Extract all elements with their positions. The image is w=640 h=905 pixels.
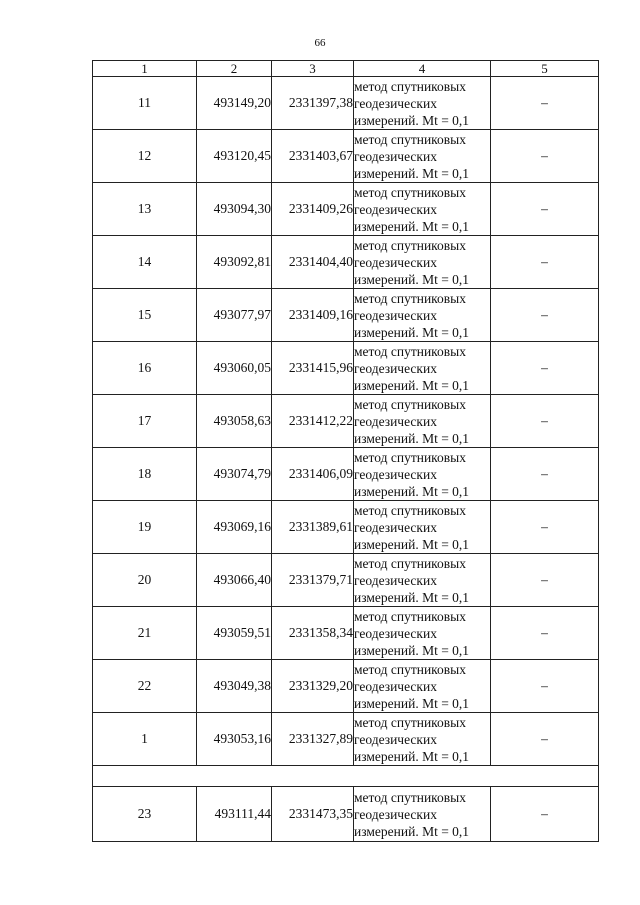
x-coordinate-cell: 493094,30: [197, 183, 272, 236]
method-line: измерений. Mt = 0,1: [354, 536, 470, 552]
method-cell: [354, 554, 491, 607]
method-cell: [354, 236, 491, 289]
point-number-cell: 17: [93, 395, 197, 448]
method-cell: [354, 395, 491, 448]
method-line: метод спутниковых: [354, 789, 466, 805]
y-coordinate-cell: 2331358,34: [272, 607, 354, 660]
y-coordinate-cell: 2331473,35: [272, 787, 354, 842]
point-number-cell: 13: [93, 183, 197, 236]
method-cell: [354, 448, 491, 501]
y-coordinate-cell: 2331379,71: [272, 554, 354, 607]
method-cell: [354, 607, 491, 660]
method-cell: [354, 787, 491, 842]
method-line: метод спутниковых: [354, 502, 466, 518]
note-cell: –: [491, 289, 599, 342]
method-cell: [354, 130, 491, 183]
method-line: геодезических: [354, 307, 437, 323]
y-coordinate-cell: 2331389,61: [272, 501, 354, 554]
method-line: измерений. Mt = 0,1: [354, 642, 470, 658]
method-cell: [354, 501, 491, 554]
method-line: измерений. Mt = 0,1: [354, 589, 470, 605]
note-cell: –: [491, 342, 599, 395]
point-number-cell: 18: [93, 448, 197, 501]
coordinates-table: [92, 60, 599, 842]
method-line: метод спутниковых: [354, 237, 466, 253]
method-line: геодезических: [354, 519, 437, 535]
method-line: геодезических: [354, 201, 437, 217]
note-cell: –: [491, 713, 599, 766]
method-line: измерений. Mt = 0,1: [354, 218, 470, 234]
table-row: [93, 554, 599, 607]
point-number-cell: 1: [93, 713, 197, 766]
method-line: измерений. Mt = 0,1: [354, 430, 470, 446]
point-number-cell: 11: [93, 77, 197, 130]
y-coordinate-cell: 2331412,22: [272, 395, 354, 448]
table-row: [93, 713, 599, 766]
spacer-cell: [93, 766, 599, 787]
table-row: [93, 289, 599, 342]
page-number: 66: [314, 37, 326, 49]
method-line: метод спутниковых: [354, 343, 466, 359]
x-coordinate-cell: 493092,81: [197, 236, 272, 289]
table-row: [93, 660, 599, 713]
table-row: [93, 501, 599, 554]
method-line: метод спутниковых: [354, 714, 466, 730]
method-line: геодезических: [354, 678, 437, 694]
note-cell: –: [491, 183, 599, 236]
x-coordinate-cell: 493049,38: [197, 660, 272, 713]
point-number-cell: 20: [93, 554, 197, 607]
method-line: геодезических: [354, 360, 437, 376]
x-coordinate-cell: 493066,40: [197, 554, 272, 607]
x-coordinate-cell: 493053,16: [197, 713, 272, 766]
note-cell: –: [491, 501, 599, 554]
point-number-cell: 19: [93, 501, 197, 554]
method-line: измерений. Mt = 0,1: [354, 748, 470, 764]
header-cell-3: 3: [272, 61, 354, 77]
header-cell-4: 4: [354, 61, 491, 77]
method-line: измерений. Mt = 0,1: [354, 165, 470, 181]
method-line: метод спутниковых: [354, 131, 466, 147]
method-line: измерений. Mt = 0,1: [354, 823, 470, 839]
method-line: измерений. Mt = 0,1: [354, 271, 470, 287]
note-cell: –: [491, 77, 599, 130]
header-cell-5: 5: [491, 61, 599, 77]
x-coordinate-cell: 493111,44: [197, 787, 272, 842]
method-line: метод спутниковых: [354, 396, 466, 412]
method-cell: [354, 660, 491, 713]
note-cell: –: [491, 787, 599, 842]
point-number-cell: 15: [93, 289, 197, 342]
point-number-cell: 16: [93, 342, 197, 395]
x-coordinate-cell: 493149,20: [197, 77, 272, 130]
x-coordinate-cell: 493058,63: [197, 395, 272, 448]
y-coordinate-cell: 2331404,40: [272, 236, 354, 289]
note-cell: –: [491, 554, 599, 607]
method-line: геодезических: [354, 572, 437, 588]
point-number-cell: 22: [93, 660, 197, 713]
method-line: геодезических: [354, 806, 437, 822]
method-line: геодезических: [354, 413, 437, 429]
table-row: [93, 607, 599, 660]
method-cell: [354, 713, 491, 766]
table-row: [93, 130, 599, 183]
note-cell: –: [491, 236, 599, 289]
method-line: метод спутниковых: [354, 608, 466, 624]
method-cell: [354, 289, 491, 342]
table-row: [93, 77, 599, 130]
note-cell: –: [491, 448, 599, 501]
method-line: измерений. Mt = 0,1: [354, 112, 470, 128]
method-line: метод спутниковых: [354, 661, 466, 677]
x-coordinate-cell: 493120,45: [197, 130, 272, 183]
y-coordinate-cell: 2331415,96: [272, 342, 354, 395]
method-line: метод спутниковых: [354, 290, 466, 306]
method-line: метод спутниковых: [354, 78, 466, 94]
table-row: [93, 342, 599, 395]
note-cell: –: [491, 130, 599, 183]
method-line: измерений. Mt = 0,1: [354, 324, 470, 340]
note-cell: –: [491, 395, 599, 448]
method-cell: [354, 183, 491, 236]
y-coordinate-cell: 2331397,38: [272, 77, 354, 130]
spacer-row: [93, 766, 599, 787]
x-coordinate-cell: 493069,16: [197, 501, 272, 554]
y-coordinate-cell: 2331409,26: [272, 183, 354, 236]
header-cell-2: 2: [197, 61, 272, 77]
method-line: метод спутниковых: [354, 449, 466, 465]
table-row: [93, 395, 599, 448]
method-line: геодезических: [354, 731, 437, 747]
table-row: [93, 448, 599, 501]
x-coordinate-cell: 493074,79: [197, 448, 272, 501]
point-number-cell: 21: [93, 607, 197, 660]
method-line: метод спутниковых: [354, 184, 466, 200]
y-coordinate-cell: 2331406,09: [272, 448, 354, 501]
x-coordinate-cell: 493059,51: [197, 607, 272, 660]
table-row: [93, 787, 599, 842]
method-line: геодезических: [354, 625, 437, 641]
method-cell: [354, 342, 491, 395]
note-cell: –: [491, 660, 599, 713]
method-line: геодезических: [354, 254, 437, 270]
table-row: [93, 183, 599, 236]
header-cell-1: 1: [93, 61, 197, 77]
method-line: измерений. Mt = 0,1: [354, 483, 470, 499]
method-line: измерений. Mt = 0,1: [354, 695, 470, 711]
y-coordinate-cell: 2331329,20: [272, 660, 354, 713]
method-line: геодезических: [354, 95, 437, 111]
table-header-row: [93, 61, 599, 77]
y-coordinate-cell: 2331403,67: [272, 130, 354, 183]
x-coordinate-cell: 493060,05: [197, 342, 272, 395]
method-line: измерений. Mt = 0,1: [354, 377, 470, 393]
method-cell: [354, 77, 491, 130]
x-coordinate-cell: 493077,97: [197, 289, 272, 342]
table-row: [93, 236, 599, 289]
note-cell: –: [491, 607, 599, 660]
point-number-cell: 12: [93, 130, 197, 183]
point-number-cell: 23: [93, 787, 197, 842]
method-line: геодезических: [354, 466, 437, 482]
method-line: геодезических: [354, 148, 437, 164]
y-coordinate-cell: 2331409,16: [272, 289, 354, 342]
y-coordinate-cell: 2331327,89: [272, 713, 354, 766]
method-line: метод спутниковых: [354, 555, 466, 571]
point-number-cell: 14: [93, 236, 197, 289]
